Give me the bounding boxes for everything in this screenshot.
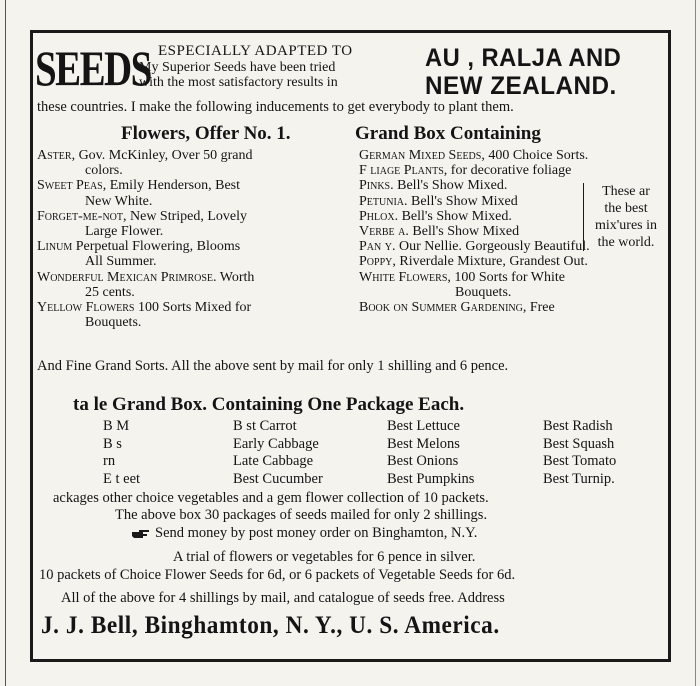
box-item-name: White Flowers xyxy=(359,269,448,285)
send-money-line xyxy=(131,525,477,542)
intro-text xyxy=(139,60,338,90)
list-item xyxy=(359,148,669,163)
all-above-price: And Fine Grand Sorts. All the above sent by mail for only 1 shilling and 6 pence. xyxy=(37,358,509,374)
flower-name: Sweet Peas xyxy=(37,178,103,194)
veg-cell: E t eet xyxy=(103,470,141,487)
list-item-cont: Large Flower. xyxy=(85,224,164,240)
box-item-name: Verbe a xyxy=(359,224,406,240)
veg-cell: Late Cabbage xyxy=(233,453,314,469)
signature-address: J. J. Bell, Binghamton, N. Y., U. S. America. xyxy=(41,612,500,639)
flowers-offer-heading: Flowers, Offer No. 1. xyxy=(121,123,291,144)
mixtures-note-line: These ar xyxy=(602,184,650,199)
box-item-desc: , for decorative foliage xyxy=(443,163,572,179)
especially-adapted: ESPECIALLY ADAPTED TO xyxy=(158,43,353,59)
box-item-desc: , Free xyxy=(522,300,555,316)
packets-line: 10 packets of Choice Flower Seeds for 6d, or 6 packets of Vegetable Seeds for 6d. xyxy=(39,567,516,583)
box-item-desc: . Bell's Show Mixed xyxy=(405,224,520,240)
veg-cell: Early Cabbage xyxy=(233,435,319,452)
box-item-name: Pan y xyxy=(359,239,392,255)
veg-cell: Best Cucumber xyxy=(233,470,323,487)
veg-cell: B M xyxy=(103,418,130,434)
mixtures-note-line: the world. xyxy=(597,235,655,250)
veg-cell: rn xyxy=(103,453,116,469)
box-item-name: Book on Summer Gardening xyxy=(359,300,523,316)
box-item-desc: . Bell's Show Mixed. xyxy=(390,178,508,194)
veg-cell: B s xyxy=(103,435,122,452)
veg-cell: Best Melons xyxy=(387,435,460,452)
list-item xyxy=(37,148,355,163)
veg-cell: Best Pumpkins xyxy=(387,470,475,487)
box-30-packages-line: The above box 30 packages of seeds mailed for only 2 shillings. xyxy=(115,507,488,523)
list-item-cont: Bouquets. xyxy=(85,315,142,331)
list-item-cont: 25 cents. xyxy=(85,284,135,300)
flower-name: Wonderful Mexican Primrose xyxy=(37,269,214,285)
list-item xyxy=(359,300,669,315)
veg-cell: Best Squash xyxy=(543,435,615,452)
vegetable-box-heading: ta le Grand Box. Containing One Package Each. xyxy=(73,394,465,415)
mixtures-note-line: mix'ures in xyxy=(594,218,657,233)
trial-line: A trial of flowers or vegetables for 6 pence in silver. xyxy=(173,549,476,565)
list-item-cont: Bouquets. xyxy=(455,284,512,300)
box-item-name: Poppy xyxy=(359,254,393,270)
box-item-desc: , 100 Sorts for White xyxy=(447,269,565,285)
list-item-cont: New White. xyxy=(85,193,153,209)
veg-cell: B st Carrot xyxy=(233,418,297,434)
box-item-name: Pinks xyxy=(359,178,391,194)
seeds-headline: SEEDS xyxy=(35,40,151,96)
flower-desc: . Worth xyxy=(213,269,255,285)
box-item-name: F liage Plants xyxy=(359,163,444,179)
flower-desc: , New Striped, Lovely xyxy=(123,208,248,224)
page-edge-right xyxy=(695,0,696,686)
intro-line-2: with the most satisfactory results in xyxy=(139,75,338,90)
flower-name: Yellow Flowers xyxy=(37,300,135,316)
veg-cell: Best Tomato xyxy=(543,453,617,469)
box-item-name: Phlox xyxy=(359,208,395,224)
veg-cell: Best Radish xyxy=(543,418,613,434)
page-edge-left xyxy=(5,0,6,686)
list-item xyxy=(37,209,355,224)
list-item xyxy=(37,270,355,285)
flower-name: Linum xyxy=(37,239,73,255)
box-item-desc: . Bell's Show Mixed. xyxy=(394,208,512,224)
top-rule xyxy=(33,30,668,33)
list-item-cont: colors. xyxy=(85,163,123,179)
list-item-cont: All Summer. xyxy=(85,254,157,270)
mixtures-note xyxy=(583,183,668,251)
gem-collection-line: ackages other choice vegetables and a gem flower collection of 10 packets. xyxy=(53,490,489,506)
list-item xyxy=(359,254,669,269)
veg-cell: Best Onions xyxy=(387,453,459,469)
bottom-rule xyxy=(33,659,668,662)
box-item-name: Petunia xyxy=(359,193,404,209)
countries-line: these countries. I make the following inducements to get everybody to plant them. xyxy=(37,99,514,115)
country-new-zealand: NEW ZEALAND. xyxy=(425,72,617,100)
box-item-desc: . Bell's Show Mixed xyxy=(404,193,518,209)
box-item-desc: , 400 Choice Sorts. xyxy=(481,148,589,163)
list-item xyxy=(359,270,669,285)
flower-name: Forget-me-not xyxy=(37,208,123,224)
mixtures-note-line: the best xyxy=(604,201,648,216)
flower-name: Aster xyxy=(37,148,72,163)
intro-line-1: My Superior Seeds have been tried xyxy=(139,60,336,75)
list-item xyxy=(37,178,355,193)
flowers-list xyxy=(37,148,355,330)
send-money-text: Send money by post money order on Binghamton, N.Y. xyxy=(155,525,478,541)
pointing-hand-icon xyxy=(131,528,151,540)
box-item-desc: , Riverdale Mixture, Grandest Out. xyxy=(392,254,588,270)
country-australia: AU , RALJA AND xyxy=(425,44,622,72)
all-of-line: All of the above for 4 shillings by mail, and catalogue of seeds free. Address xyxy=(61,590,505,606)
grand-box-heading: Grand Box Containing xyxy=(355,123,541,144)
flower-desc: Perpetual Flowering, Blooms xyxy=(72,239,241,255)
list-item xyxy=(37,300,355,315)
flower-desc: , Emily Henderson, Best xyxy=(102,178,240,194)
veg-cell: Best Turnip. xyxy=(543,470,615,487)
advertisement-box xyxy=(30,30,671,662)
box-item-name: German Mixed Seeds xyxy=(359,148,482,163)
flower-desc: , Gov. McKinley, Over 50 grand xyxy=(71,148,253,163)
flower-desc: 100 Sorts Mixed for xyxy=(134,300,252,316)
box-item-desc: . Our Nellie. Gorgeously Beautiful. xyxy=(391,239,590,255)
list-item xyxy=(37,239,355,254)
list-item xyxy=(359,163,669,178)
veg-cell: Best Lettuce xyxy=(387,418,460,434)
